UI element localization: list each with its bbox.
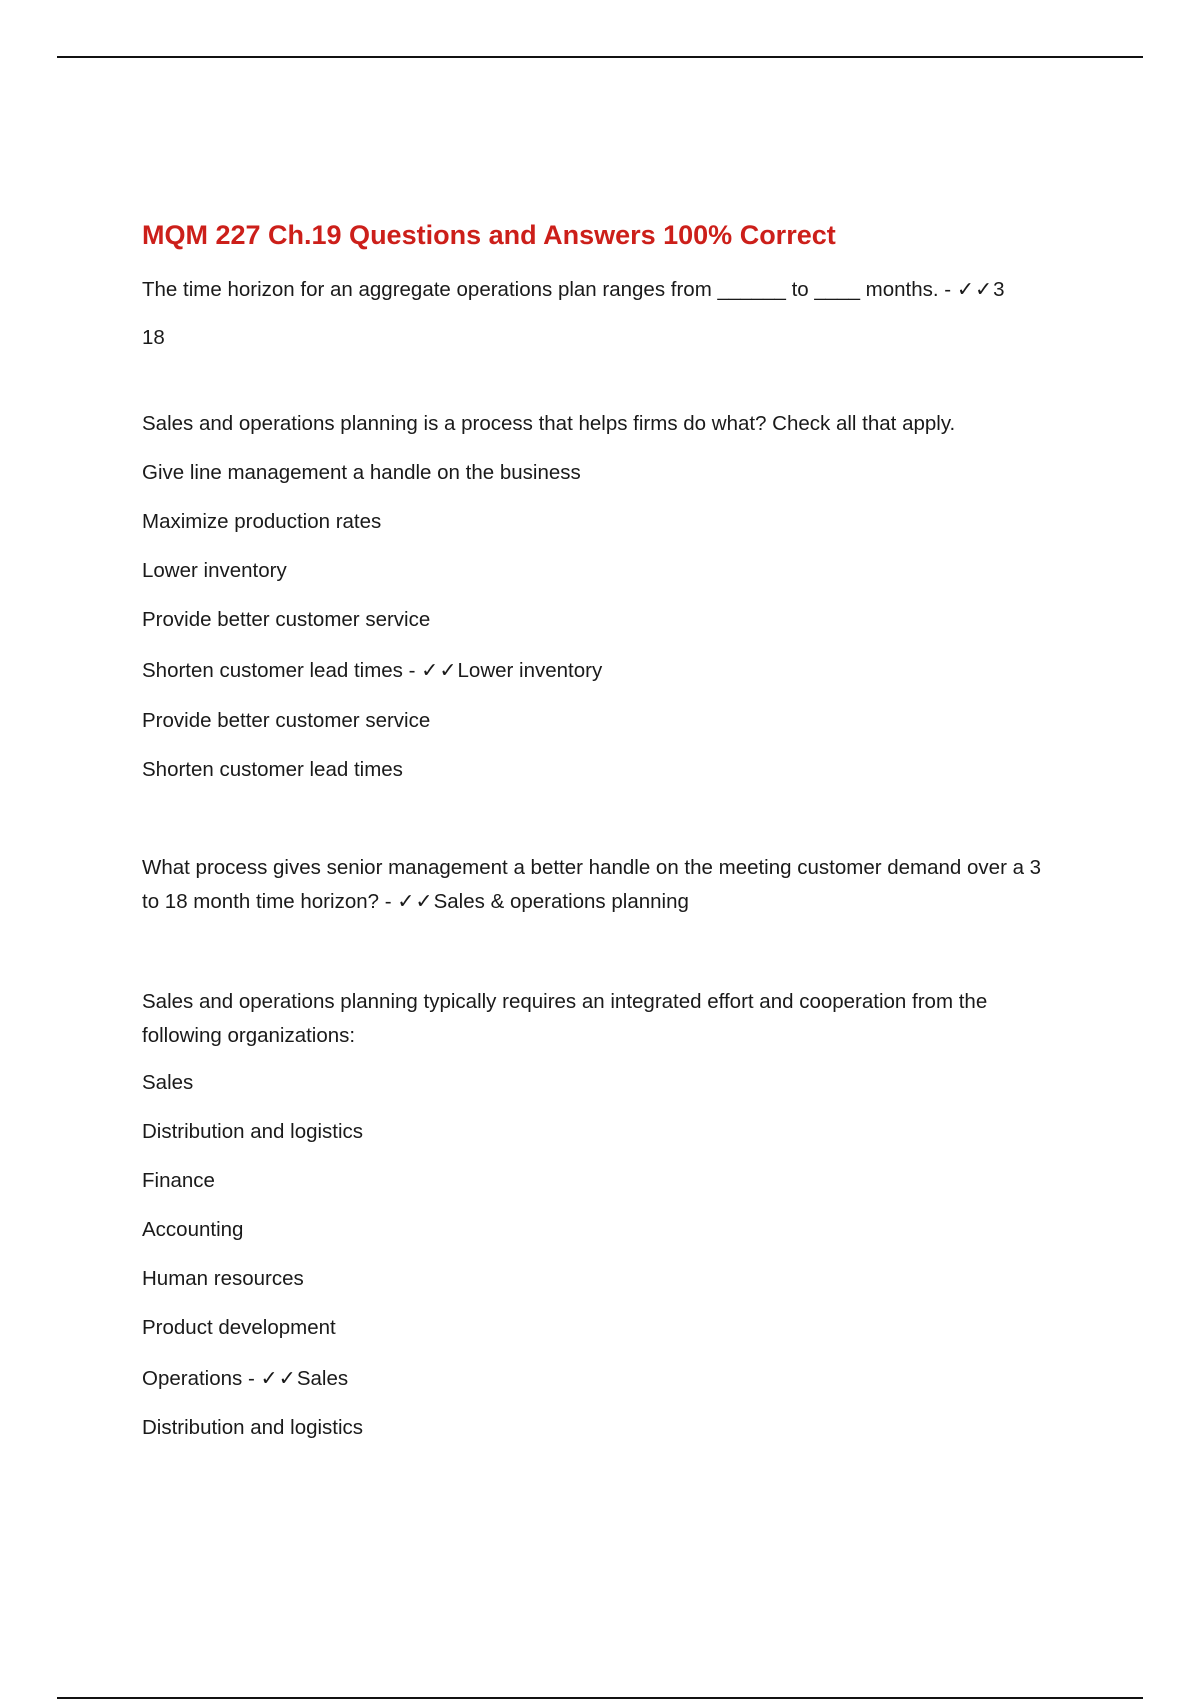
option-item: Maximize production rates: [142, 510, 382, 533]
answer-text: 18: [142, 326, 165, 349]
qa-block-1: [142, 272, 1062, 356]
option-item: Provide better customer service: [142, 608, 431, 631]
check-mark-icon: ✓✓: [260, 1367, 297, 1390]
question-text: [142, 272, 1062, 308]
question-2: Sales and operations planning is a process that helps firms do what? Check all that apply.: [142, 412, 956, 435]
check-mark-icon: ✓✓: [956, 278, 994, 301]
option-last: Shorten customer lead times -: [142, 659, 422, 682]
question-4: Sales and operations planning typically requires an integrated effort and cooperation from the following organizations:: [142, 990, 988, 1047]
option-item: Distribution and logistics: [142, 1120, 364, 1143]
answer-item: Sales: [296, 1367, 349, 1390]
question-1: The time horizon for an aggregate operations plan ranges from ______ to ____ months. -: [142, 278, 957, 301]
option-item: [142, 653, 1062, 689]
answer-item: Provide better customer service: [142, 709, 431, 732]
qa-block-3: [142, 851, 1062, 919]
qa-block-2: [142, 406, 1062, 788]
option-item: Give line management a handle on the business: [142, 461, 581, 484]
check-mark-icon: ✓✓: [421, 659, 458, 682]
question-3: [142, 851, 1062, 919]
option-last: Operations -: [142, 1367, 261, 1390]
bottom-rule: [57, 1697, 1143, 1699]
option-item: Lower inventory: [142, 559, 287, 582]
option-item: Human resources: [142, 1267, 304, 1290]
answer-item: Lower inventory: [457, 659, 603, 682]
top-rule: [57, 56, 1143, 58]
answer-item: Shorten customer lead times: [142, 758, 403, 781]
option-item: Accounting: [142, 1218, 244, 1241]
qa-block-4: [142, 985, 1062, 1446]
option-item: Product development: [142, 1316, 336, 1339]
option-item: [142, 1361, 1062, 1397]
check-mark-icon: ✓✓: [397, 890, 434, 913]
option-item: Sales: [142, 1071, 194, 1094]
answer-item: Distribution and logistics: [142, 1416, 364, 1439]
answer-1a: 3: [993, 278, 1005, 301]
question-3-text: What process gives senior management a better handle on the meeting customer demand over a 3 to 18 month time horizon? -: [142, 856, 1042, 913]
option-item: Finance: [142, 1169, 215, 1192]
answer-3: Sales & operations planning: [433, 890, 689, 913]
document-body: [142, 215, 1062, 1446]
document-title: MQM 227 Ch.19 Questions and Answers 100% Correct: [142, 220, 836, 250]
